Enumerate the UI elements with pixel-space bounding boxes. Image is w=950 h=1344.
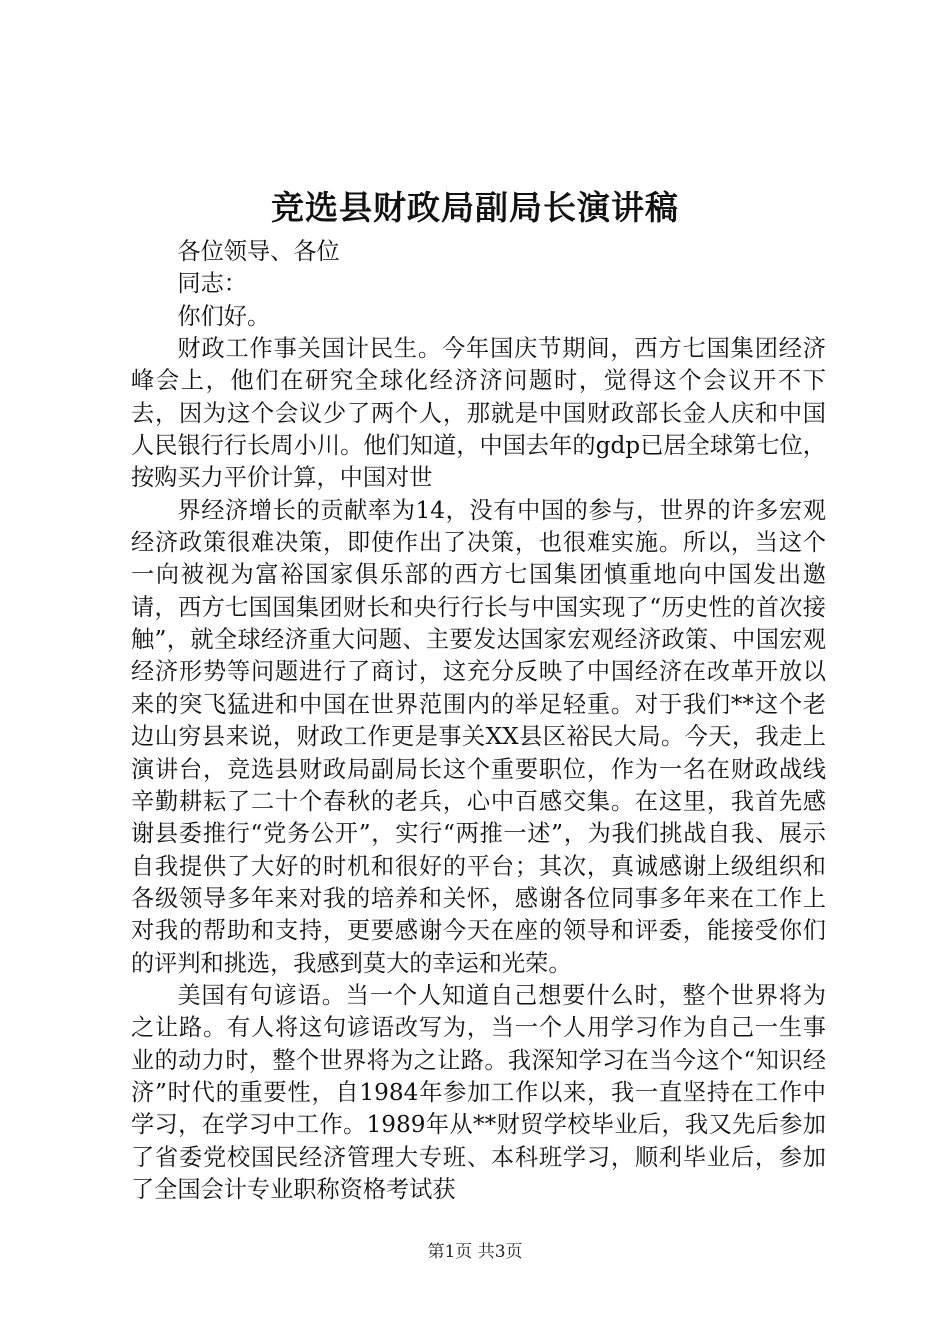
paragraph-3: 美国有句谚语。当一个人知道自己想要什么时，整个世界将为之让路。有人将这句谚语改写为，当一个人用学习作为自己一生事业的动力时，整个世界将为之让路。我深知学习在当今这个“知识经济”时代的重要性，自1984年参加工作以来，我一直坚持在工作中学习，在学习中工作。1989年从**财贸学校毕业后，我又先后参加了省委党校国民经济管理大专班、本科班学习，顺利毕业后，参加了全国会计专业职称资格考试获: [131, 981, 826, 1203]
paragraph-2: 界经济增长的贡献率为14，没有中国的参与，世界的许多宏观经济政策很难决策，即使作出了决策，也很难实施。所以，当这个一向被视为富裕国家俱乐部的西方七国集团慎重地向中国发出邀请，西方七国国集团财长和央行行长与中国实现了“历史性的首次接触”，就全球经济重大问题、主要发达国家宏观经济政策、中国宏观经济形势等问题进行了商讨，这充分反映了中国经济在改革开放以来的突飞猛进和中国在世界范围内的举足轻重。对于我们**这个老边山穷县来说，财政工作更是事关XX县区裕民大局。今天，我走上演讲台，竞选县财政局副局长这个重要职位，作为一名在财政战线辛勤耕耘了二十个春秋的老兵，心中百感交集。在这里，我首先感谢县委推行“党务公开”，实行“两推一述”，为我们挑战自我、展示自我提供了大好的时机和很好的平台；其次，真诚感谢上级组织和各级领导多年来对我的培养和关怀，感谢各位同事多年来在工作上对我的帮助和支持，更要感谢今天在座的领导和评委，能接受你们的评判和挑选，我感到莫大的幸运和光荣。: [131, 496, 826, 977]
document-title: 竞选县财政局副局长演讲稿: [271, 188, 679, 227]
salutation-line-2: 同志：: [177, 270, 247, 298]
paragraph-1: 财政工作事关国计民生。今年国庆节期间，西方七国集团经济峰会上，他们在研究全球化经济济问题时，觉得这个会议开不下去，因为这个会议少了两个人，那就是中国财政部长金人庆和中国人民银行行长周小川。他们知道，中国去年的gdp已居全球第七位，按购买力平价计算，中国对世: [131, 335, 826, 492]
document-body: [131, 236, 826, 1206]
salutation-line-1: 各位领导、各位: [177, 238, 340, 265]
page-number-footer: 第1页 共3页: [427, 1242, 523, 1262]
greeting: 你们好。: [177, 302, 271, 330]
